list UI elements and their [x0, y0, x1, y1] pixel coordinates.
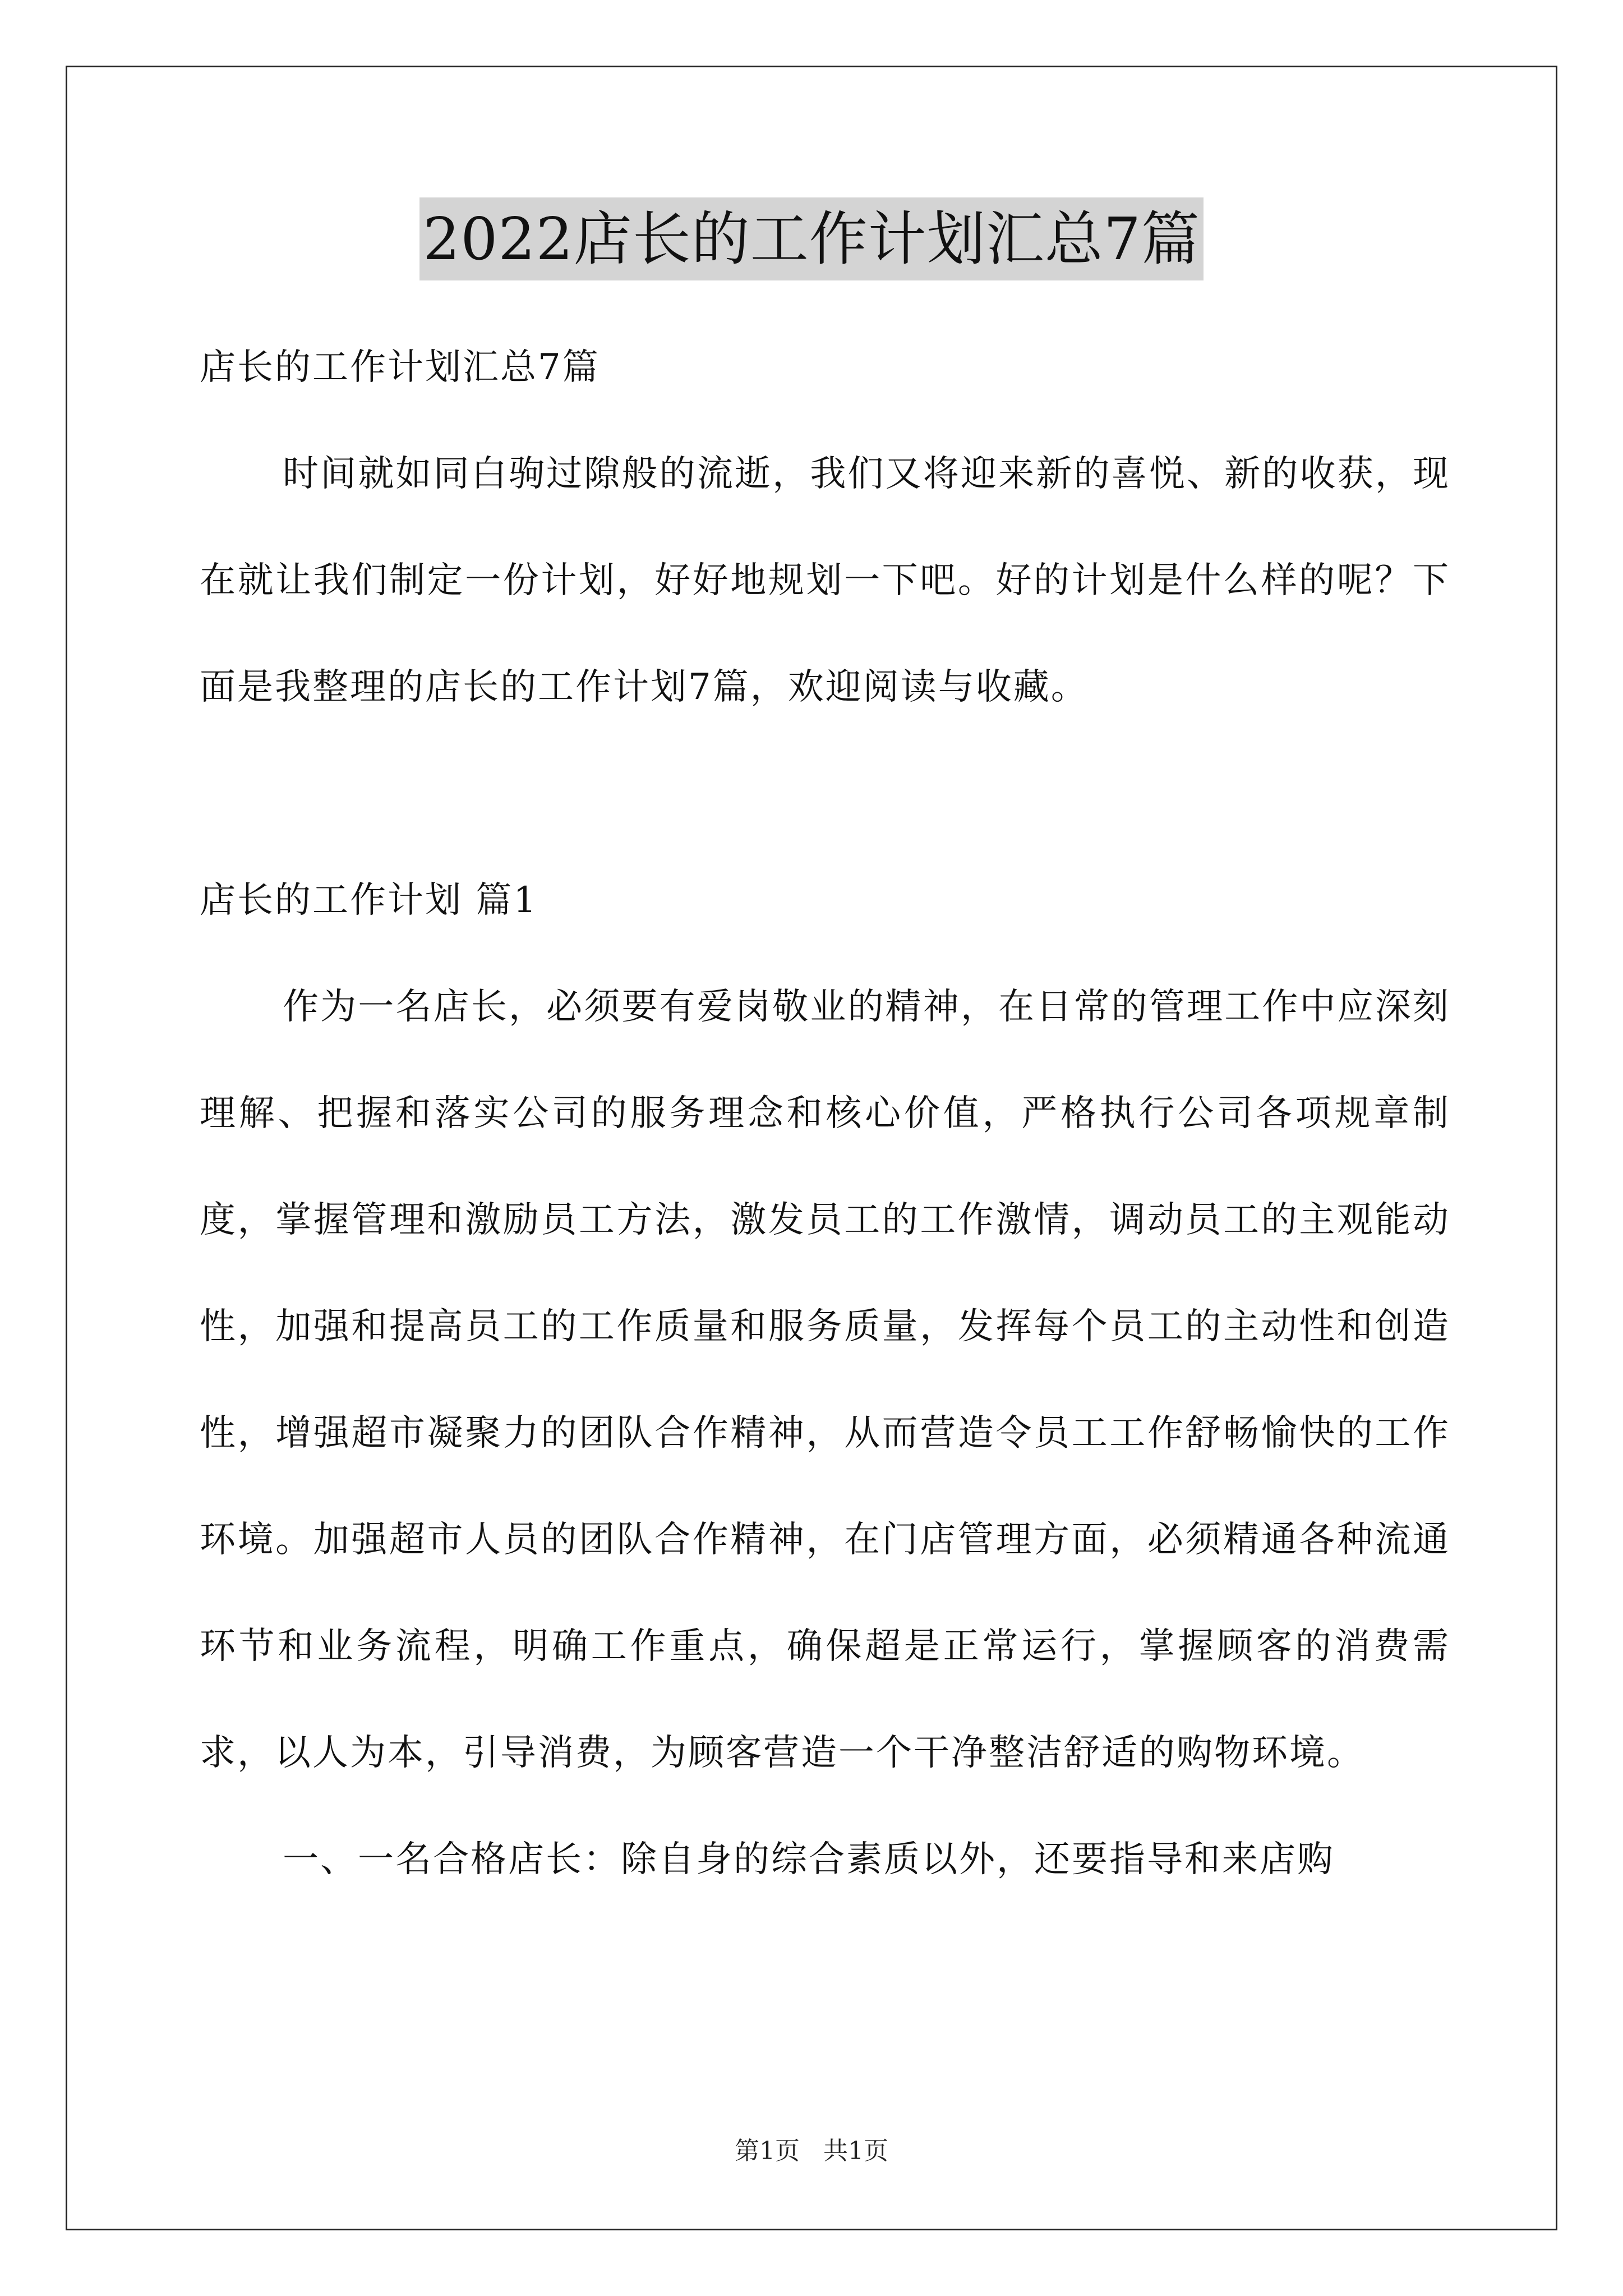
body-paragraph: 作为一名店长，必须要有爱岗敬业的精神，在日常的管理工作中应深刻理解、把握和落实公司的服务理念和核心价值，严格执行公司各项规章制度，掌握管理和激励员工方法，激发员工的工作激情，调动员工的主观能动性，加强和提高员工的工作质量和服务质量，发挥每个员工的主动性和创造性，增强超市凝聚力的团队合作精神，从而营造令员工工作舒畅愉快的工作环境。加强超市人员的团队合作精神，在门店管理方面，必须精通各种流通环节和业务流程，明确工作重点，确保超是正常运行，掌握顾客的消费需求，以人为本，引导消费，为顾客营造一个干净整洁舒适的购物环境。 [200, 986, 1450, 1774]
document-title: 2022店长的工作计划汇总7篇 [419, 197, 1204, 280]
body-paragraph: 一、一名合格店长：除自身的综合素质以外，还要指导和来店购 [283, 1839, 1335, 1880]
title-container [0, 197, 1623, 280]
page-count: 共1页 [823, 2137, 888, 2165]
page-number: 第1页 [735, 2137, 800, 2165]
document-subtitle: 店长的工作计划汇总7篇 [200, 347, 600, 388]
section-heading: 店长的工作计划 篇1 [200, 880, 538, 921]
intro-paragraph: 时间就如同白驹过隙般的流逝，我们又将迎来新的喜悦、新的收获，现在就让我们制定一份计划，好好地规划一下吧。好的计划是什么样的呢？下面是我整理的店长的工作计划7篇，欢迎阅读与收藏。 [200, 453, 1450, 708]
page-footer [0, 2131, 1623, 2166]
section-spacer [200, 740, 1450, 847]
document-body [200, 314, 1450, 1913]
